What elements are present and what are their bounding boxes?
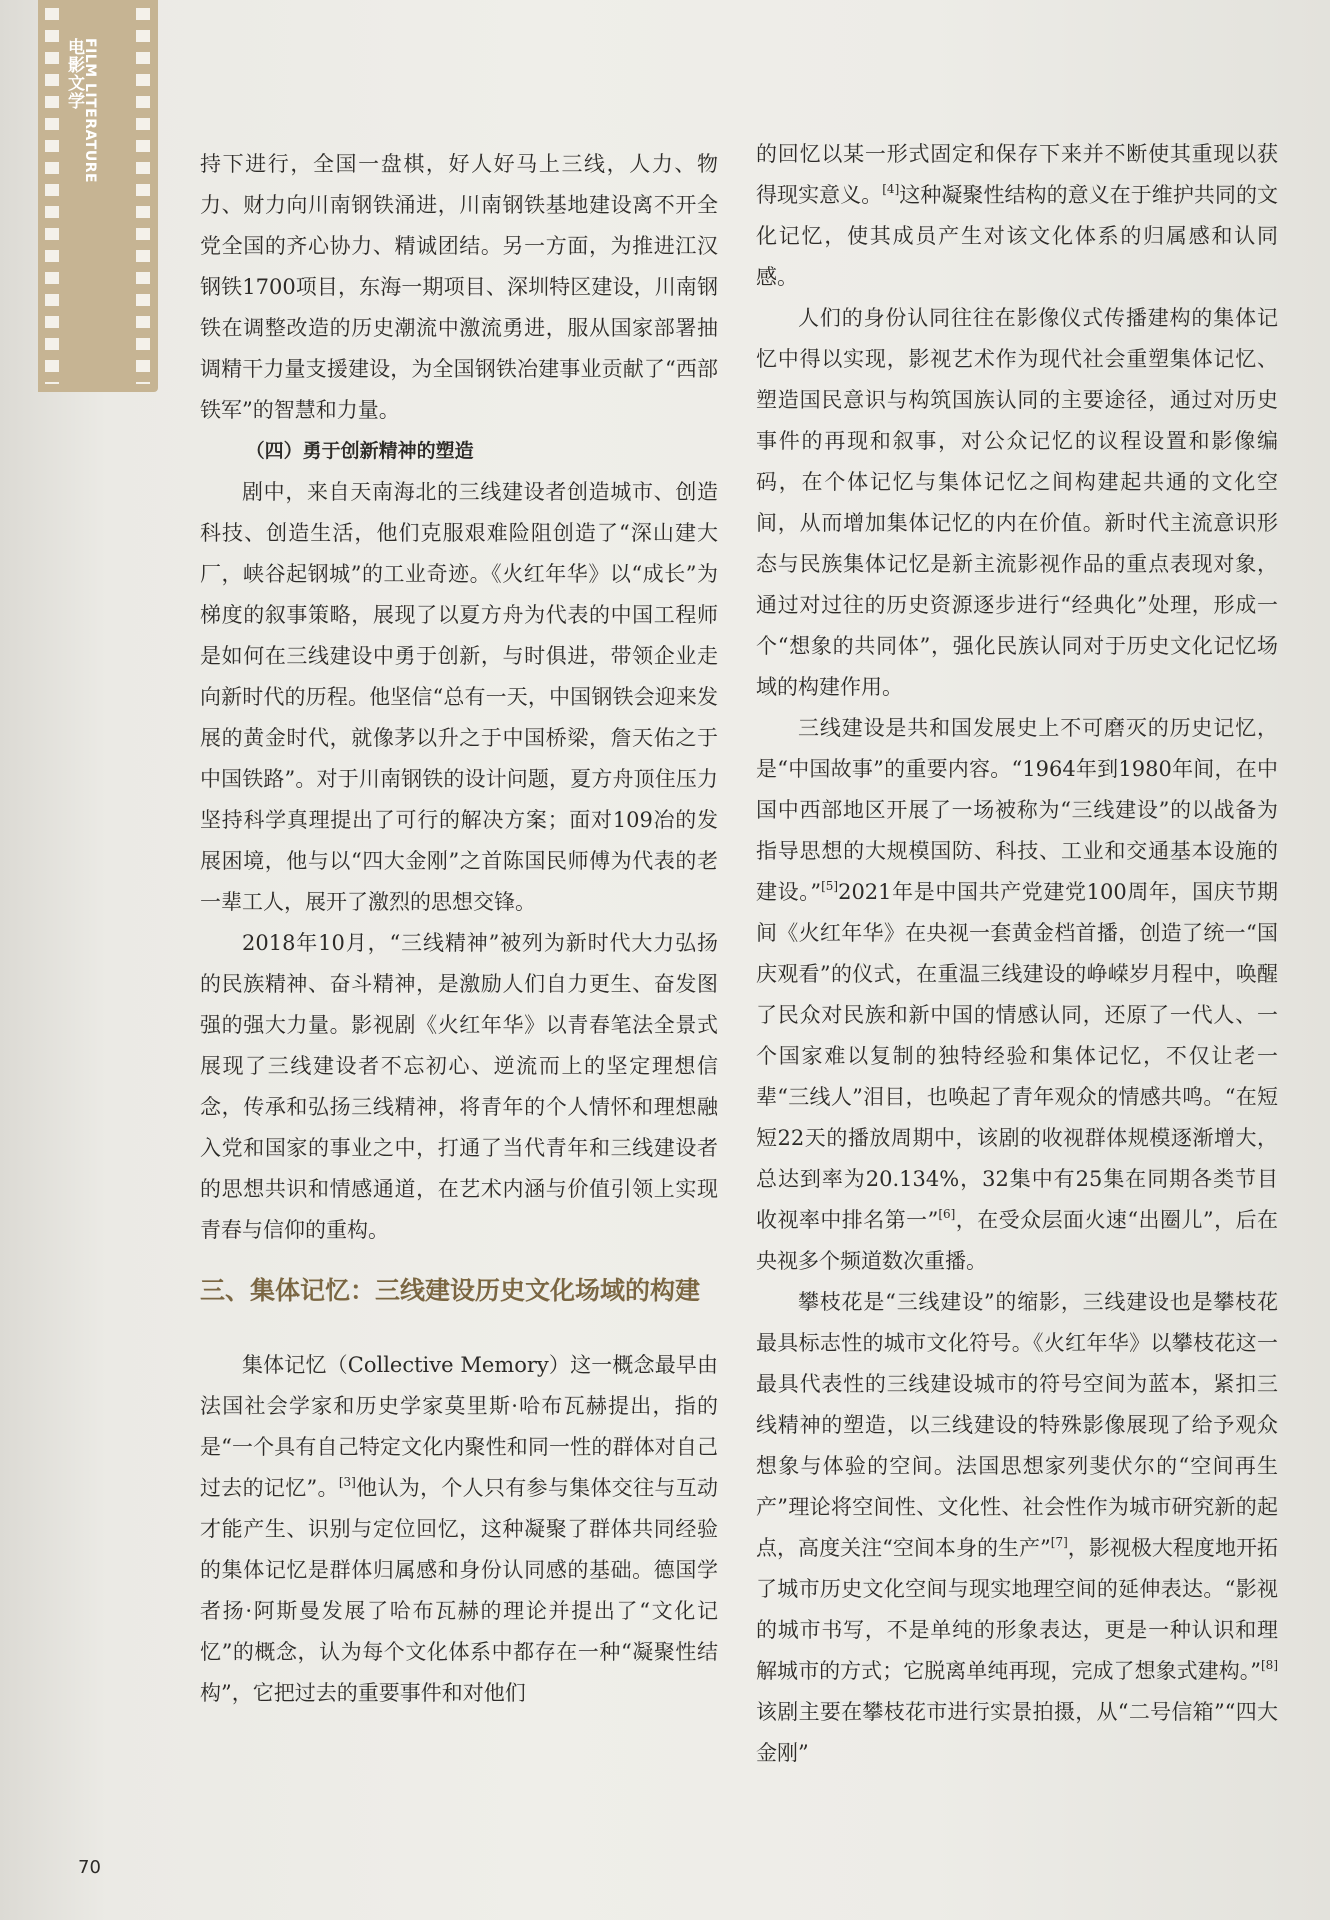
paragraph [756,1282,1278,1774]
paragraph: 剧中，来自天南海北的三线建设者创造城市、创造科技、创造生活，他们克服艰难险阻创造了“深山建大厂，峡谷起钢城”的工业奇迹。《火红年华》以“成长”为梯度的叙事策略，展现了以夏方舟为代表的中国工程师是如何在三线建设中勇于创新，与时俱进，带领企业走向新时代的历程。他坚信“总有一天，中国钢铁会迎来发展的黄金时代，就像茅以升之于中国桥梁，詹天佑之于中国铁路”。对于川南钢铁的设计问题，夏方舟顶住压力坚持科学真理提出了可行的解决方案；面对109冶的发展困境，他与以“四大金刚”之首陈国民师傅为代表的老一辈工人，展开了激烈的思想交锋。 [200,480,718,914]
left-column [200,144,718,1714]
text-run: 集体记忆（Collective Memory）这一概念最早由法国社会学家和历史学家莫里斯·哈布瓦赫提出，指的是“一个具有自己特定文化内聚性和同一性的群体对自己过去的记忆”。 [200,1353,718,1500]
paragraph [756,708,1278,1282]
section-subheading: （四）勇于创新精神的塑造 [245,440,474,462]
text-run: 三线建设是共和国发展史上不可磨灭的历史记忆，是“中国故事”的重要内容。“1964年到1980年间，在中国中西部地区开展了一场被称为“三线建设”的以战备为指导思想的大规模国防、科技、工业和交通基本设施的建设。” [756,716,1278,904]
text-run: ，影视极大程度地开拓了城市历史文化空间与现实地理空间的延伸表达。“影视的城市书写，不是单纯的形象表达，更是一种认识和理解城市的方式；它脱离单纯再现，完成了想象式建构。” [756,1536,1278,1683]
film-strip-banner [38,0,158,392]
paragraph [756,134,1278,298]
paragraph: 2018年10月，“三线精神”被列为新时代大力弘扬的民族精神、奋斗精神，是激励人们自力更生、奋发图强的强大力量。影视剧《火红年华》以青春笔法全景式展现了三线建设者不忘初心、逆流而上的坚定理想信念，传承和弘扬三线精神，将青年的个人情怀和理想融入党和国家的事业之中，打通了当代青年和三线建设者的思想共识和情感通道，在艺术内涵与价值引领上实现青春与信仰的重构。 [200,931,718,1242]
text-run: 他认为，个人只有参与集体交往与互动才能产生、识别与定位回忆，这种凝聚了群体共同经验的集体记忆是群体归属感和身份认同感的基础。德国学者扬·阿斯曼发展了哈布瓦赫的理论并提出了“文化记忆”的概念，认为每个文化体系中都存在一种“凝聚性结构”，它把过去的重要事件和对他们 [200,1476,718,1705]
paragraph: 持下进行，全国一盘棋，好人好马上三线，人力、物力、财力向川南钢铁涌进，川南钢铁基地建设离不开全党全国的齐心协力、精诚团结。另一方面，为推进江汉钢铁1700项目，东海一期项目、深圳特区建设，川南钢铁在调整改造的历史潮流中激流勇进，服从国家部署抽调精干力量支援建设，为全国钢铁冶建事业贡献了“西部铁军”的智慧和力量。 [200,152,718,422]
citation-ref: [7] [1050,1535,1068,1549]
paragraph: 人们的身份认同往往在影像仪式传播建构的集体记忆中得以实现，影视艺术作为现代社会重塑集体记忆、塑造国民意识与构筑国族认同的主要途径，通过对历史事件的再现和叙事，对公众记忆的议程设置和影像编码，在个体记忆与集体记忆之间构建起共通的文化空间，从而增加集体记忆的内在价值。新时代主流意识形态与民族集体记忆是新主流影视作品的重点表现对象，通过对过往的历史资源逐步进行“经典化”处理，形成一个“想象的共同体”，强化民族认同对于历史文化记忆场域的构建作用。 [756,306,1278,699]
text-run: 这种凝聚性结构的意义在于维护共同的文化记忆，使其成员产生对该文化体系的归属感和认同感。 [756,183,1278,289]
section-heading: 三、集体记忆：三线建设历史文化场域的构建 [200,1276,701,1305]
text-run: 2021年是中国共产党建党100周年，国庆节期间《火红年华》在央视一套黄金档首播，创造了统一“国庆观看”的仪式，在重温三线建设的峥嵘岁月程中，唤醒了民众对民族和新中国的情感认同，还原了一代人、一个国家难以复制的独特经验和集体记忆，不仅让老一辈“三线人”泪目，也唤起了青年观众的情感共鸣。“在短短22天的播放周期中，该剧的收视群体规模逐渐增大，总达到率为20.134%，32集中有25集在同期各类节目收视率中排名第一” [756,880,1278,1232]
right-column [756,134,1278,1774]
citation-ref: [3] [338,1475,356,1489]
citation-ref: [6] [938,1207,956,1221]
text-run: ，在受众层面火速“出圈儿”，后在央视多个频道数次重播。 [756,1208,1278,1273]
text-run: 的回忆以某一形式固定和保存下来并不断使其重现以获得现实意义。 [756,142,1278,207]
journal-title-cn: 电影文学 [64,38,84,110]
text-run: 攀枝花是“三线建设”的缩影，三线建设也是攀枝花最具标志性的城市文化符号。《火红年华》以攀枝花这一最具代表性的三线建设城市的符号空间为蓝本，紧扣三线精神的塑造，以三线建设的特殊影像展现了给予观众想象与体验的空间。法国思想家列斐伏尔的“空间再生产”理论将空间性、文化性、社会性作为城市研究新的起点，高度关注“空间本身的生产” [756,1290,1278,1560]
paragraph [200,1345,718,1714]
film-perforations-left [45,8,59,384]
citation-ref: [8] [1261,1658,1278,1672]
citation-ref: [4] [882,182,900,196]
film-perforations-right [136,8,150,384]
text-run: 该剧主要在攀枝花市进行实景拍摄，从“二号信箱”“四大金刚” [756,1700,1278,1765]
journal-title-en: FILM LITERATURE [82,38,98,184]
citation-ref: [5] [821,879,839,893]
page-number: 70 [78,1857,101,1878]
